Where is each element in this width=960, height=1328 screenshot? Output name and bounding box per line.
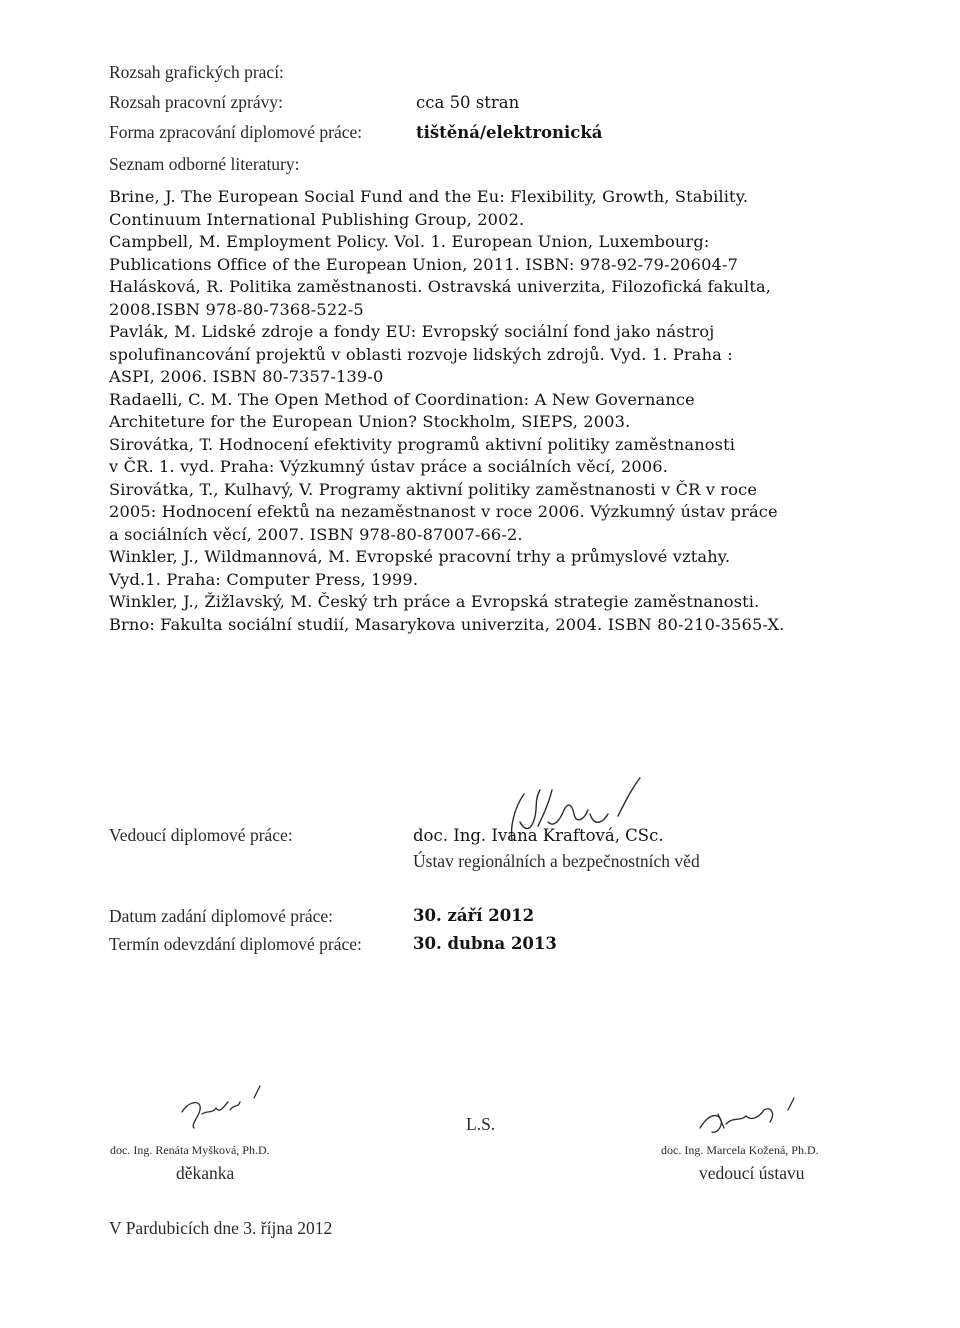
assigned-date-label: Datum zadání diplomové práce: <box>109 906 334 926</box>
due-date-label: Termín odevzdání diplomové práce: <box>109 934 362 954</box>
place-date: V Pardubicích dne 3. října 2012 <box>109 1218 333 1238</box>
literature-line: Brine, J. The European Social Fund and the Eu: Flexibility, Growth, Stability. <box>109 187 749 206</box>
graphics-scope-label: Rozsah grafických prací: <box>109 62 284 82</box>
thesis-form-value: tištěná/elektronická <box>416 123 603 142</box>
literature-line: Publications Office of the European Union, 2011. ISBN: 978-92-79-20604-7 <box>109 254 739 274</box>
supervisor-department: Ústav regionálních a bezpečnostních věd <box>413 851 700 871</box>
assigned-date-value: 30. září 2012 <box>413 906 535 925</box>
head-role: vedoucí ústavu <box>699 1163 805 1183</box>
literature-line: Sirovátka, T. Hodnocení efektivity programů aktivní politiky zaměstnanosti <box>109 434 736 454</box>
literature-line: 2008.ISBN 978-80-7368-522-5 <box>109 299 364 319</box>
literature-line: Sirovátka, T., Kulhavý, V. Programy aktivní politiky zaměstnanosti v ČR v roce <box>109 479 758 499</box>
literature-line: Radaelli, C. M. The Open Method of Coordination: A New Governance <box>109 389 695 409</box>
literature-line: Winkler, J., Wildmannová, M. Evropské pracovní trhy a průmyslové vztahy. <box>109 547 731 566</box>
literature-line: Winkler, J., Žižlavský, M. Český trh práce a Evropská strategie zaměstnanosti. <box>109 592 760 611</box>
head-signature <box>690 1094 800 1144</box>
dean-role: děkanka <box>176 1163 235 1183</box>
dean-signature <box>176 1084 266 1134</box>
literature-line: v ČR. 1. vyd. Praha: Výzkumný ústav práce a sociálních věcí, 2006. <box>109 457 669 476</box>
supervisor-name: doc. Ing. Ivana Kraftová, CSc. <box>413 826 664 845</box>
literature-line: Continuum International Publishing Group, 2002. <box>109 209 525 229</box>
literature-line: Halásková, R. Politika zaměstnanosti. Ostravská univerzita, Filozofická fakulta, <box>109 277 772 296</box>
literature-line: ASPI, 2006. ISBN 80-7357-139-0 <box>109 367 384 386</box>
seal-placeholder: L.S. <box>466 1114 496 1134</box>
supervisor-label: Vedoucí diplomové práce: <box>109 825 293 845</box>
literature-line: Campbell, M. Employment Policy. Vol. 1. European Union, Luxembourg: <box>109 232 710 251</box>
literature-line: Pavlák, M. Lidské zdroje a fondy EU: Evropský sociální fond jako nástroj <box>109 322 715 341</box>
literature-line: Vyd.1. Praha: Computer Press, 1999. <box>109 569 419 589</box>
literature-line: Architeture for the European Union? Stockholm, SIEPS, 2003. <box>109 412 631 431</box>
report-scope-value: cca 50 stran <box>416 93 520 112</box>
dean-name: doc. Ing. Renáta Myšková, Ph.D. <box>110 1143 270 1157</box>
thesis-form-label: Forma zpracování diplomové práce: <box>109 122 363 142</box>
literature-list <box>109 186 869 636</box>
report-scope-label: Rozsah pracovní zprávy: <box>109 92 283 112</box>
literature-line: Brno: Fakulta sociální studií, Masarykova univerzita, 2004. ISBN 80-210-3565-X. <box>109 614 785 634</box>
literature-line: a sociálních věcí, 2007. ISBN 978-80-87007-66-2. <box>109 524 523 544</box>
literature-line: 2005: Hodnocení efektů na nezaměstnanost v roce 2006. Výzkumný ústav práce <box>109 502 778 521</box>
head-name: doc. Ing. Marcela Kožená, Ph.D. <box>661 1143 819 1157</box>
literature-line: spolufinancování projektů v oblasti rozvoje lidských zdrojů. Vyd. 1. Praha : <box>109 344 733 364</box>
literature-label: Seznam odborné literatury: <box>109 154 300 174</box>
due-date-value: 30. dubna 2013 <box>413 934 557 953</box>
